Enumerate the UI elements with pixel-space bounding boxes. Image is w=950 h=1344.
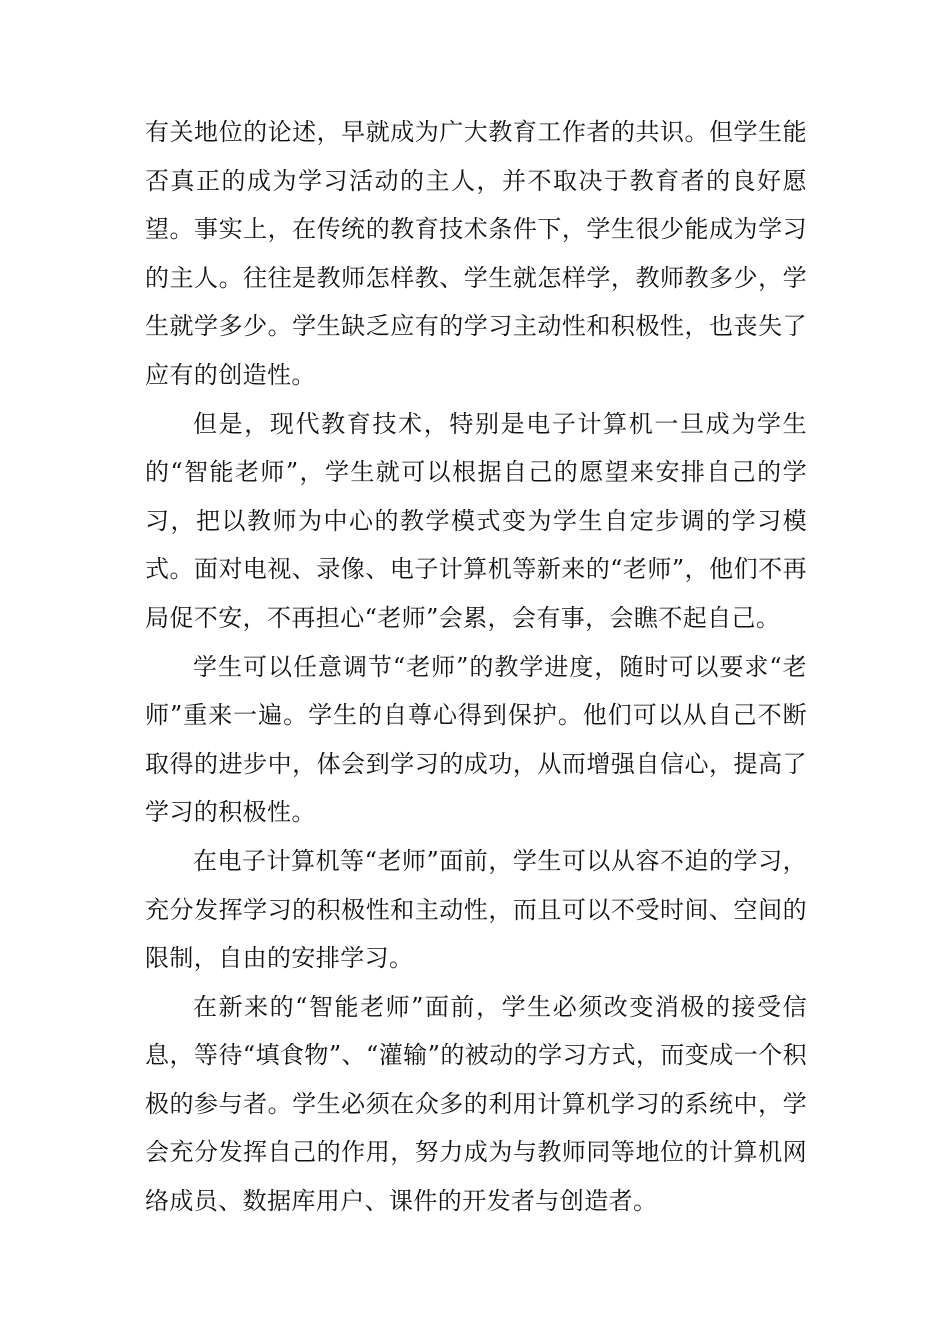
- paragraph-2: 但是，现代教育技术，特别是电子计算机一旦成为学生的“智能老师”，学生就可以根据自己的愿望来安排自己的学习，把以教师为中心的教学模式变为学生自定步调的学习模式。面对电视、录像、电子计算机等新来的“老师”，他们不再局促不安，不再担心“老师”会累，会有事，会瞧不起自己。: [145, 409, 807, 632]
- paragraph-3: 学生可以任意调节“老师”的教学进度，随时可以要求“老师”重来一遍。学生的自尊心得到保护。他们可以从自己不断取得的进步中，体会到学习的成功，从而增强自信心，提高了学习的积极性。: [145, 652, 807, 827]
- paragraph-5: 在新来的“智能老师”面前，学生必须改变消极的接受信息，等待“填食物”、“灌输”的被动的学习方式，而变成一个积极的参与者。学生必须在众多的利用计算机学习的系统中，学会充分发挥自己的作用，努力成为与教师同等地位的计算机网络成员、数据库用户、课件的开发者与创造者。: [145, 992, 807, 1216]
- document-body: [145, 108, 807, 1226]
- paragraph-1: 有关地位的论述，早就成为广大教育工作者的共识。但学生能否真正的成为学习活动的主人，并不取决于教育者的良好愿望。事实上，在传统的教育技术条件下，学生很少能成为学习的主人。往往是教师怎样教、学生就怎样学，教师教多少，学生就学多少。学生缺乏应有的学习主动性和积极性，也丧失了应有的创造性。: [145, 118, 807, 389]
- paragraph-4: 在电子计算机等“老师”面前，学生可以从容不迫的学习，充分发挥学习的积极性和主动性，而且可以不受时间、空间的限制，自由的安排学习。: [145, 846, 807, 973]
